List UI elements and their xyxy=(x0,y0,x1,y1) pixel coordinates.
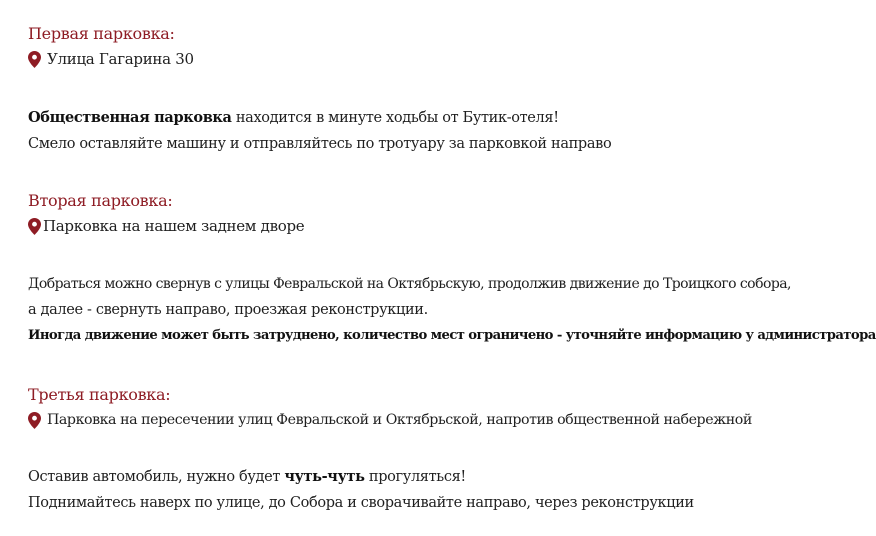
map-pin-icon xyxy=(28,412,41,429)
parking-3-line-1 xyxy=(28,464,694,490)
parking-3-line-1-bold: чуть-чуть xyxy=(284,468,365,485)
parking-3-title: Третья парковка: xyxy=(28,385,171,404)
parking-3-line-2: Поднимайтесь наверх по улице, до Собора и сворачивайте направо, через реконструкции xyxy=(28,495,694,511)
parking-1-line-1-bold: Общественная парковка xyxy=(28,109,232,126)
parking-3-line-1-start: Оставив автомобиль, нужно будет xyxy=(28,469,285,485)
parking-2-description xyxy=(28,271,876,349)
parking-1-title: Первая парковка: xyxy=(28,24,175,43)
map-pin-icon xyxy=(28,218,41,235)
parking-3-header xyxy=(28,383,752,433)
parking-2-line-2: а далее - свернуть направо, проезжая реконструкции. xyxy=(28,302,428,318)
parking-3-line-1-end: прогуляться! xyxy=(364,469,466,485)
parking-3-description xyxy=(28,464,694,516)
parking-2-title: Вторая парковка: xyxy=(28,191,173,210)
parking-1-address-row xyxy=(28,46,194,72)
parking-2-address-row xyxy=(28,213,304,239)
parking-1-line-2: Смело оставляйте машину и отправляйтесь по тротуару за парковкой направо xyxy=(28,136,612,152)
parking-1-address: Улица Гагарина 30 xyxy=(47,50,194,68)
parking-1-header xyxy=(28,22,194,72)
parking-2-line-1: Добраться можно свернув с улицы Февральской на Октябрьскую, продолжив движение до Троицкого собора, xyxy=(28,276,791,292)
parking-1-line-1-rest: находится в минуте ходьбы от Бутик-отеля! xyxy=(231,110,559,126)
parking-2-header xyxy=(28,189,304,239)
parking-3-address-row xyxy=(28,407,752,433)
map-pin-icon xyxy=(28,51,41,68)
parking-1-line-1 xyxy=(28,105,611,131)
parking-2-line-3-bold: Иногда движение может быть затруднено, количество мест ограничено - уточняйте информацию у администратора xyxy=(28,328,876,343)
parking-1-description xyxy=(28,105,611,157)
parking-3-address: Парковка на пересечении улиц Февральской и Октябрьской, напротив общественной набережной xyxy=(47,412,752,428)
parking-2-address: Парковка на нашем заднем дворе xyxy=(43,217,305,235)
